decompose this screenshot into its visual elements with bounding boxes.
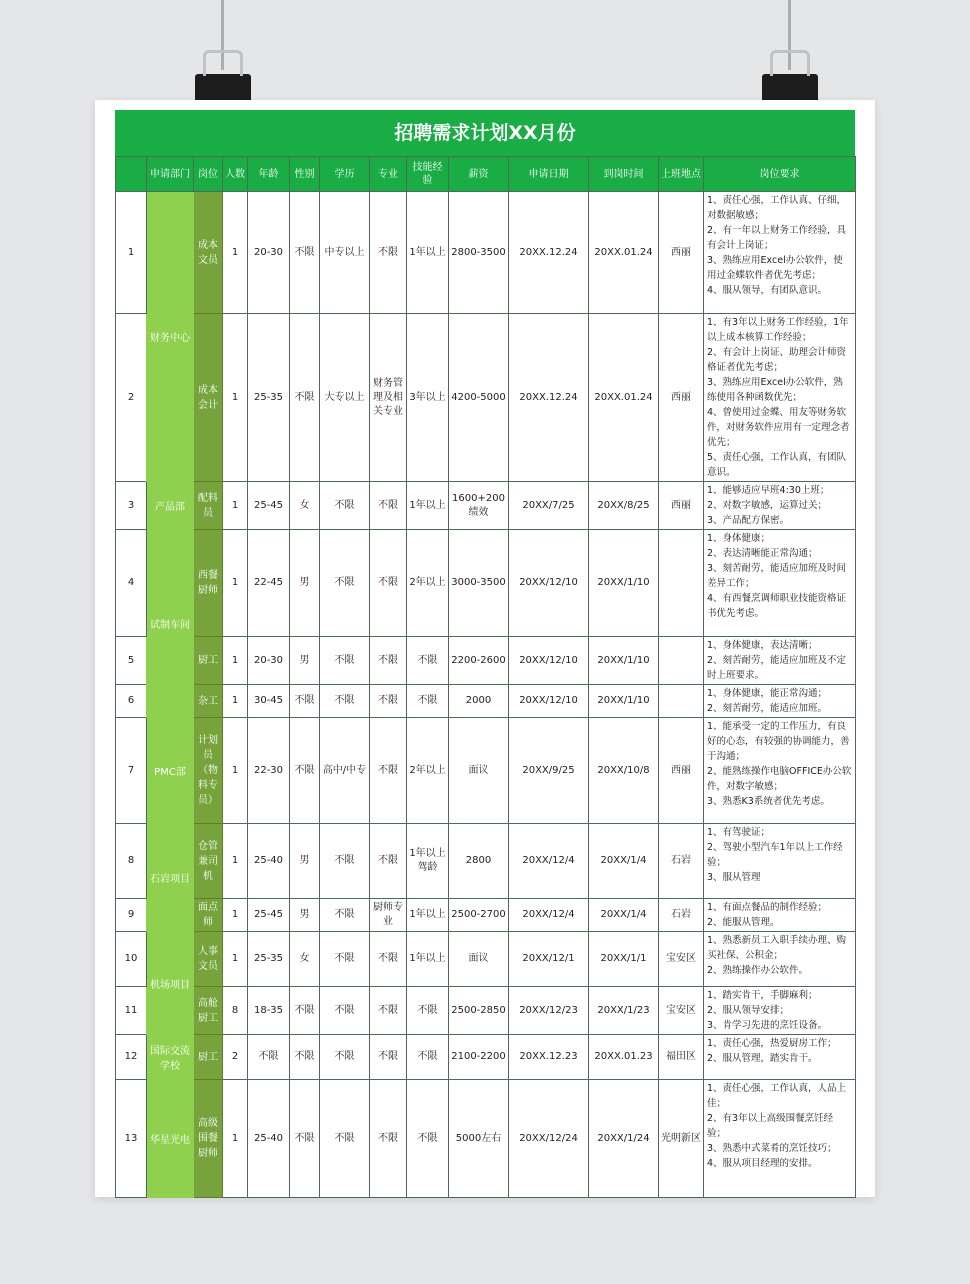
gender-cell: 不限 — [290, 718, 320, 824]
arrive-date-cell: 20XX/1/24 — [589, 1080, 659, 1198]
work-location-cell: 西丽 — [659, 718, 704, 824]
education-cell: 高中/中专 — [320, 718, 370, 824]
header-apply-date: 申请日期 — [509, 157, 589, 192]
headcount-cell: 1 — [223, 530, 248, 637]
arrive-date-cell: 20XX.01.24 — [589, 192, 659, 314]
major-cell: 不限 — [370, 718, 407, 824]
education-cell: 不限 — [320, 685, 370, 718]
experience-cell: 2年以上 — [407, 530, 449, 637]
gender-cell: 男 — [290, 637, 320, 685]
row-number-cell: 3 — [116, 482, 147, 530]
headcount-cell: 1 — [223, 314, 248, 482]
age-range-cell: 不限 — [248, 1035, 290, 1080]
age-range-cell: 18-35 — [248, 987, 290, 1035]
education-cell: 不限 — [320, 899, 370, 932]
requirement-line: 3、熟练应用Excel办公软件，熟练使用各种函数优先； — [707, 377, 843, 403]
major-cell: 不限 — [370, 987, 407, 1035]
requirement-line: 4、服从领导，有团队意识。 — [707, 285, 828, 296]
major-cell: 不限 — [370, 192, 407, 314]
header-location: 上班地点 — [659, 157, 704, 192]
salary-cell: 5000左右 — [449, 1080, 509, 1198]
requirement-line: 5、责任心强，工作认真，有团队意识。 — [707, 452, 847, 478]
requirements-cell — [704, 932, 856, 987]
table-row — [116, 1035, 856, 1080]
position-cell: 仓管兼司机 — [194, 824, 223, 899]
salary-cell: 3000-3500 — [449, 530, 509, 637]
gender-cell: 不限 — [290, 685, 320, 718]
apply-date-cell: 20XX.12.24 — [509, 314, 589, 482]
experience-cell: 1年以上 — [407, 482, 449, 530]
requirements-cell — [704, 482, 856, 530]
requirement-line: 3、熟悉中式菜肴的烹饪技巧； — [707, 1143, 837, 1154]
requirement-line: 1、身体健康； — [707, 533, 771, 544]
gender-cell: 不限 — [290, 192, 320, 314]
row-number-cell: 10 — [116, 932, 147, 987]
table-row — [116, 685, 856, 718]
arrive-date-cell: 20XX/1/4 — [589, 899, 659, 932]
requirement-line: 4、曾使用过金蝶、用友等财务软件，对财务软件应用有一定理念者优先； — [707, 407, 850, 448]
major-cell: 不限 — [370, 1080, 407, 1198]
header-gender: 性别 — [290, 157, 320, 192]
gender-cell: 男 — [290, 899, 320, 932]
table-row — [116, 932, 856, 987]
education-cell: 中专以上 — [320, 192, 370, 314]
education-cell: 不限 — [320, 932, 370, 987]
experience-cell: 不限 — [407, 1035, 449, 1080]
headcount-cell: 1 — [223, 482, 248, 530]
position-cell: 成本会计 — [194, 314, 223, 482]
requirement-line: 3、熟悉K3系统者优先考虑。 — [707, 796, 830, 807]
apply-date-cell: 20XX/12/10 — [509, 637, 589, 685]
requirements-cell — [704, 824, 856, 899]
requirement-line: 2、刻苦耐劳，能适应加班。 — [707, 703, 828, 714]
position-cell: 计划员（物料专员） — [194, 718, 223, 824]
requirement-line: 1、熟悉新员工入职手续办理、购买社保、公积金； — [707, 935, 847, 961]
work-location-cell: 宝安区 — [659, 987, 704, 1035]
requirement-line: 2、服从管理，踏实肯干。 — [707, 1053, 818, 1064]
work-location-cell: 石岩 — [659, 899, 704, 932]
arrive-date-cell: 20XX/1/1 — [589, 932, 659, 987]
department-cell: 国际交流学校 — [147, 1035, 194, 1080]
requirements-cell — [704, 987, 856, 1035]
apply-date-cell: 20XX/9/25 — [509, 718, 589, 824]
requirement-line: 4、服从项目经理的安排。 — [707, 1158, 818, 1169]
requirement-line: 1、有3年以上财务工作经验，1年以上成本核算工作经验； — [707, 317, 849, 343]
salary-cell: 面议 — [449, 718, 509, 824]
requirement-line: 1、有面点餐品的制作经验； — [707, 902, 828, 913]
apply-date-cell: 20XX.12.23 — [509, 1035, 589, 1080]
experience-cell: 不限 — [407, 637, 449, 685]
position-cell: 西餐厨师 — [194, 530, 223, 637]
row-number-cell: 11 — [116, 987, 147, 1035]
requirement-line: 2、能熟练操作电脑OFFICE办公软件，对数字敏感； — [707, 766, 852, 792]
arrive-date-cell: 20XX/1/10 — [589, 685, 659, 718]
row-number-cell: 4 — [116, 530, 147, 637]
requirement-line: 1、能够适应早班4:30上班； — [707, 485, 830, 496]
sheet-title: 招聘需求计划XX月份 — [115, 110, 855, 156]
major-cell: 不限 — [370, 1035, 407, 1080]
education-cell: 不限 — [320, 482, 370, 530]
work-location-cell: 西丽 — [659, 192, 704, 314]
recruitment-table — [115, 156, 856, 1198]
requirement-line: 2、表达清晰能正常沟通； — [707, 548, 818, 559]
work-location-cell: 西丽 — [659, 314, 704, 482]
requirements-cell — [704, 1035, 856, 1080]
work-location-cell: 福田区 — [659, 1035, 704, 1080]
headcount-cell: 8 — [223, 987, 248, 1035]
requirement-line: 2、有一年以上财务工作经验，具有会计上岗证； — [707, 225, 847, 251]
work-location-cell: 西丽 — [659, 482, 704, 530]
requirements-cell — [704, 192, 856, 314]
work-location-cell — [659, 685, 704, 718]
requirement-line: 3、产品配方保密。 — [707, 515, 790, 526]
table-row — [116, 1080, 856, 1198]
gender-cell: 男 — [290, 824, 320, 899]
work-location-cell — [659, 637, 704, 685]
requirement-line: 1、责任心强，工作认真，人品上佳； — [707, 1083, 847, 1109]
gender-cell: 女 — [290, 482, 320, 530]
experience-cell: 1年以上 — [407, 932, 449, 987]
requirement-line: 2、服从领导安排； — [707, 1005, 790, 1016]
header-requirements: 岗位要求 — [704, 157, 856, 192]
education-cell: 不限 — [320, 1035, 370, 1080]
table-row — [116, 192, 856, 314]
position-cell: 配料员 — [194, 482, 223, 530]
department-cell: 财务中心 — [147, 192, 194, 482]
age-range-cell: 20-30 — [248, 192, 290, 314]
requirements-cell — [704, 530, 856, 637]
requirement-line: 1、身体健康，能正常沟通； — [707, 688, 828, 699]
salary-cell: 2800-3500 — [449, 192, 509, 314]
requirements-cell — [704, 685, 856, 718]
department-cell: 华星光电 — [147, 1080, 194, 1198]
department-cell: 石岩项目 — [147, 824, 194, 932]
requirement-line: 2、对数字敏感，运算过关； — [707, 500, 828, 511]
age-range-cell: 25-45 — [248, 899, 290, 932]
apply-date-cell: 20XX/12/24 — [509, 1080, 589, 1198]
poster-paper — [95, 100, 875, 1197]
age-range-cell: 25-35 — [248, 932, 290, 987]
experience-cell: 不限 — [407, 685, 449, 718]
education-cell: 大专以上 — [320, 314, 370, 482]
arrive-date-cell: 20XX/1/23 — [589, 987, 659, 1035]
salary-cell: 2800 — [449, 824, 509, 899]
row-number-cell: 8 — [116, 824, 147, 899]
major-cell: 不限 — [370, 482, 407, 530]
row-number-cell: 9 — [116, 899, 147, 932]
requirement-line: 1、责任心强，热爱厨房工作； — [707, 1038, 837, 1049]
requirement-line: 3、服从管理 — [707, 872, 761, 883]
department-cell: 机场项目 — [147, 932, 194, 1035]
experience-cell: 不限 — [407, 987, 449, 1035]
experience-cell: 3年以上 — [407, 314, 449, 482]
requirement-line: 1、身体健康，表达清晰； — [707, 640, 818, 651]
apply-date-cell: 20XX/12/10 — [509, 530, 589, 637]
requirement-line: 1、责任心强，工作认真、仔细，对数据敏感； — [707, 195, 847, 221]
salary-cell: 2500-2700 — [449, 899, 509, 932]
arrive-date-cell: 20XX/1/10 — [589, 530, 659, 637]
apply-date-cell: 20XX/7/25 — [509, 482, 589, 530]
experience-cell: 1年以上驾龄 — [407, 824, 449, 899]
gender-cell: 不限 — [290, 314, 320, 482]
position-cell: 厨工 — [194, 637, 223, 685]
requirement-line: 2、驾驶小型汽车1年以上工作经验； — [707, 842, 843, 868]
age-range-cell: 30-45 — [248, 685, 290, 718]
header-count: 人数 — [223, 157, 248, 192]
arrive-date-cell: 20XX/1/10 — [589, 637, 659, 685]
position-cell: 人事文员 — [194, 932, 223, 987]
major-cell: 不限 — [370, 685, 407, 718]
headcount-cell: 1 — [223, 1080, 248, 1198]
position-cell: 高舱厨工 — [194, 987, 223, 1035]
education-cell: 不限 — [320, 637, 370, 685]
gender-cell: 不限 — [290, 1035, 320, 1080]
table-row — [116, 637, 856, 685]
position-cell: 高级围餐厨师 — [194, 1080, 223, 1198]
recruitment-sheet — [115, 110, 855, 1198]
experience-cell: 不限 — [407, 1080, 449, 1198]
arrive-date-cell: 20XX/1/4 — [589, 824, 659, 899]
header-department: 申请部门 — [147, 157, 194, 192]
work-location-cell: 石岩 — [659, 824, 704, 899]
salary-cell: 1600+200绩效 — [449, 482, 509, 530]
requirement-line: 2、熟练操作办公软件。 — [707, 965, 809, 976]
requirement-line: 2、有会计上岗证、助理会计师资格证者优先考虑； — [707, 347, 847, 373]
requirement-line: 1、有驾驶证； — [707, 827, 771, 838]
work-location-cell: 宝安区 — [659, 932, 704, 987]
arrive-date-cell: 20XX.01.23 — [589, 1035, 659, 1080]
requirement-line: 3、刻苦耐劳，能适应加班及时间差异工作； — [707, 563, 847, 589]
row-number-cell: 2 — [116, 314, 147, 482]
age-range-cell: 25-45 — [248, 482, 290, 530]
education-cell: 不限 — [320, 824, 370, 899]
requirement-line: 3、肯学习先进的烹饪设备。 — [707, 1020, 828, 1031]
row-number-cell: 12 — [116, 1035, 147, 1080]
row-number-cell: 7 — [116, 718, 147, 824]
requirement-line: 2、有3年以上高级围餐烹饪经验； — [707, 1113, 834, 1139]
apply-date-cell: 20XX/12/4 — [509, 899, 589, 932]
requirements-cell — [704, 314, 856, 482]
education-cell: 不限 — [320, 1080, 370, 1198]
requirement-line: 1、踏实肯干，手脚麻利； — [707, 990, 818, 1001]
age-range-cell: 20-30 — [248, 637, 290, 685]
salary-cell: 2500-2850 — [449, 987, 509, 1035]
headcount-cell: 1 — [223, 718, 248, 824]
requirement-line: 2、能服从管理。 — [707, 917, 780, 928]
experience-cell: 2年以上 — [407, 718, 449, 824]
apply-date-cell: 20XX.12.24 — [509, 192, 589, 314]
headcount-cell: 1 — [223, 824, 248, 899]
requirement-line: 1、能承受一定的工作压力，有良好的心态，有较强的协调能力，善于沟通； — [707, 721, 850, 762]
row-number-cell: 6 — [116, 685, 147, 718]
headcount-cell: 1 — [223, 932, 248, 987]
salary-cell: 2000 — [449, 685, 509, 718]
requirement-line: 3、熟练应用Excel办公软件，使用过金蝶软件者优先考虑； — [707, 255, 843, 281]
age-range-cell: 22-45 — [248, 530, 290, 637]
major-cell: 不限 — [370, 824, 407, 899]
age-range-cell: 25-40 — [248, 824, 290, 899]
row-number-cell: 13 — [116, 1080, 147, 1198]
experience-cell: 1年以上 — [407, 899, 449, 932]
gender-cell: 男 — [290, 530, 320, 637]
position-cell: 杂工 — [194, 685, 223, 718]
table-row — [116, 314, 856, 482]
header-experience: 技能经验 — [407, 157, 449, 192]
experience-cell: 1年以上 — [407, 192, 449, 314]
table-row — [116, 899, 856, 932]
work-location-cell — [659, 530, 704, 637]
gender-cell: 不限 — [290, 1080, 320, 1198]
major-cell: 不限 — [370, 932, 407, 987]
header-age: 年龄 — [248, 157, 290, 192]
age-range-cell: 25-35 — [248, 314, 290, 482]
table-row — [116, 824, 856, 899]
arrive-date-cell: 20XX/10/8 — [589, 718, 659, 824]
department-cell: 试制车间 — [147, 530, 194, 718]
header-education: 学历 — [320, 157, 370, 192]
header-row — [116, 157, 856, 192]
headcount-cell: 1 — [223, 685, 248, 718]
requirement-line: 2、刻苦耐劳，能适应加班及不定时上班要求。 — [707, 655, 847, 681]
gender-cell: 女 — [290, 932, 320, 987]
headcount-cell: 1 — [223, 899, 248, 932]
requirements-cell — [704, 637, 856, 685]
header-major: 专业 — [370, 157, 407, 192]
major-cell: 不限 — [370, 530, 407, 637]
education-cell: 不限 — [320, 987, 370, 1035]
header-arrive-date: 到岗时间 — [589, 157, 659, 192]
major-cell: 厨师专业 — [370, 899, 407, 932]
major-cell: 不限 — [370, 637, 407, 685]
arrive-date-cell: 20XX/8/25 — [589, 482, 659, 530]
position-cell: 成本文员 — [194, 192, 223, 314]
apply-date-cell: 20XX/12/23 — [509, 987, 589, 1035]
requirements-cell — [704, 899, 856, 932]
table-row — [116, 987, 856, 1035]
salary-cell: 2200-2600 — [449, 637, 509, 685]
headcount-cell: 2 — [223, 1035, 248, 1080]
header-position: 岗位 — [194, 157, 223, 192]
work-location-cell: 光明新区 — [659, 1080, 704, 1198]
age-range-cell: 22-30 — [248, 718, 290, 824]
department-cell: PMC部 — [147, 718, 194, 824]
education-cell: 不限 — [320, 530, 370, 637]
requirements-cell — [704, 718, 856, 824]
position-cell: 厨工 — [194, 1035, 223, 1080]
header-no — [116, 157, 147, 192]
position-cell: 面点师 — [194, 899, 223, 932]
table-row — [116, 530, 856, 637]
apply-date-cell: 20XX/12/1 — [509, 932, 589, 987]
table-row — [116, 718, 856, 824]
table-body — [116, 192, 856, 1198]
major-cell: 财务管理及相关专业 — [370, 314, 407, 482]
row-number-cell: 5 — [116, 637, 147, 685]
headcount-cell: 1 — [223, 192, 248, 314]
table-row — [116, 482, 856, 530]
salary-cell: 4200-5000 — [449, 314, 509, 482]
gender-cell: 不限 — [290, 987, 320, 1035]
requirements-cell — [704, 1080, 856, 1198]
row-number-cell: 1 — [116, 192, 147, 314]
headcount-cell: 1 — [223, 637, 248, 685]
header-salary: 薪资 — [449, 157, 509, 192]
arrive-date-cell: 20XX.01.24 — [589, 314, 659, 482]
salary-cell: 面议 — [449, 932, 509, 987]
department-cell: 产品部 — [147, 482, 194, 530]
age-range-cell: 25-40 — [248, 1080, 290, 1198]
apply-date-cell: 20XX/12/10 — [509, 685, 589, 718]
apply-date-cell: 20XX/12/4 — [509, 824, 589, 899]
salary-cell: 2100-2200 — [449, 1035, 509, 1080]
requirement-line: 4、有西餐烹调师职业技能资格证书优先考虑。 — [707, 593, 847, 619]
